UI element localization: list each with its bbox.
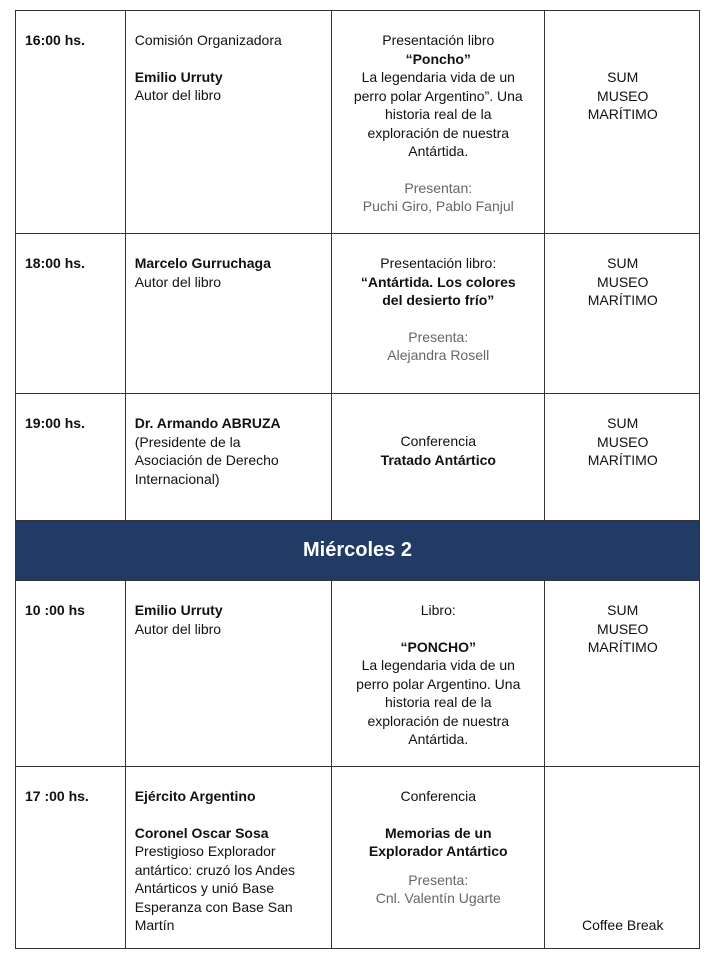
speaker-description-line: Martín	[134, 917, 175, 933]
venue-cell	[545, 767, 699, 948]
event-title: “PONCHO”	[400, 638, 476, 655]
event-cell	[332, 581, 545, 766]
venue-line: SUM	[607, 69, 639, 85]
venue-line: SUM	[607, 255, 639, 271]
event-description-line: exploración de nuestra	[367, 124, 510, 141]
event-title: “Antártida. Los colores	[360, 273, 516, 290]
time-label: 19:00 hs.	[25, 415, 85, 431]
event-title: “Poncho”	[405, 50, 471, 67]
speaker-name: Dr. Armando ABRUZA	[134, 415, 281, 431]
venue-line: SUM	[607, 602, 639, 618]
speaker-cell	[126, 581, 332, 766]
table-row	[15, 581, 700, 767]
time-label: 17 :00 hs.	[25, 788, 89, 804]
speaker-description-line: Asociación de Derecho	[134, 452, 279, 468]
speaker-cell	[126, 767, 332, 948]
event-type: Presentación libro	[382, 32, 495, 48]
venue-line: MUSEO	[597, 433, 649, 450]
speaker-description-line: Esperanza con Base San	[134, 898, 293, 915]
venue-line: MARÍTIMO	[587, 292, 658, 308]
event-cell	[332, 767, 545, 948]
event-description-line: La legendaria vida de un	[361, 69, 515, 85]
speaker-role: Autor del libro	[134, 87, 222, 103]
event-title: Memorias de un	[384, 824, 492, 841]
event-title: del desierto frío”	[382, 292, 495, 308]
time-cell	[16, 234, 126, 393]
venue-line: MUSEO	[597, 87, 649, 104]
event-description-line: perro polar Argentino”. Una	[353, 87, 523, 104]
venue-line: MUSEO	[597, 273, 649, 290]
event-cell	[332, 394, 545, 520]
venue-cell	[545, 581, 699, 766]
event-cell	[332, 11, 545, 233]
speaker-name: Emilio Urruty	[134, 602, 223, 618]
time-cell	[16, 11, 126, 233]
schedule-table	[15, 10, 700, 949]
presenter-label: Presentan:	[404, 179, 473, 196]
table-row	[15, 767, 700, 949]
time-label: 18:00 hs.	[25, 255, 85, 271]
speaker-cell	[126, 234, 332, 393]
event-type: Presentación libro:	[380, 255, 497, 271]
event-type: Libro:	[420, 602, 456, 618]
venue-line: MARÍTIMO	[587, 452, 658, 468]
presenter-names: Alejandra Rosell	[387, 347, 490, 363]
event-description-line: La legendaria vida de un	[361, 657, 515, 673]
table-row	[15, 234, 700, 394]
event-description-line: historia real de la	[384, 106, 492, 122]
event-description-line: Antártida.	[408, 731, 469, 747]
presenter-names: Puchi Giro, Pablo Fanjul	[362, 198, 514, 214]
event-description-line: Antártida.	[408, 143, 469, 159]
event-description-line: exploración de nuestra	[367, 712, 510, 729]
speaker-description-line: antártico: cruzó los Andes	[134, 861, 296, 878]
day-heading-band	[15, 521, 700, 581]
presenter-label: Presenta:	[408, 328, 469, 345]
event-title: Explorador Antártico	[368, 843, 508, 859]
speaker-cell	[126, 11, 332, 233]
venue-line: SUM	[607, 415, 639, 431]
time-label: 16:00 hs.	[25, 32, 85, 48]
table-row	[15, 10, 700, 234]
event-description-line: perro polar Argentino. Una	[356, 675, 521, 692]
venue-line: MARÍTIMO	[587, 106, 658, 122]
speaker-role: Autor del libro	[134, 273, 222, 290]
event-type: Conferencia	[400, 433, 477, 449]
event-cell	[332, 234, 545, 393]
speaker-name: Marcelo Gurruchaga	[134, 255, 271, 271]
speaker-description-line: Antárticos y unió Base	[134, 880, 274, 896]
event-type: Conferencia	[400, 788, 477, 804]
time-cell	[16, 581, 126, 766]
table-row	[15, 394, 700, 521]
venue-cell	[545, 11, 699, 233]
speaker-name: Emilio Urruty	[134, 68, 223, 85]
presenter-names: Cnl. Valentín Ugarte	[375, 890, 501, 906]
speaker-description-line: Prestigioso Explorador	[134, 843, 276, 859]
coffee-break-label: Coffee Break	[581, 916, 664, 933]
day-heading: Miércoles 2	[303, 539, 412, 561]
time-cell	[16, 394, 126, 520]
venue-line: MARÍTIMO	[587, 639, 658, 655]
speaker-description-line: (Presidente de la	[134, 433, 241, 450]
organizer-label: Comisión Organizadora	[134, 32, 282, 48]
time-cell	[16, 767, 126, 948]
speaker-role: Autor del libro	[134, 620, 222, 637]
event-description-line: historia real de la	[384, 694, 492, 710]
venue-cell	[545, 394, 699, 520]
event-title: Tratado Antártico	[380, 451, 496, 468]
venue-cell	[545, 234, 699, 393]
time-label: 10 :00 hs	[25, 602, 85, 618]
venue-line: MUSEO	[597, 620, 649, 637]
speaker-name: Coronel Oscar Sosa	[134, 824, 269, 841]
speaker-description-line: Internacional)	[134, 470, 220, 487]
speaker-cell	[126, 394, 332, 520]
presenter-label: Presenta:	[408, 871, 469, 888]
organization-label: Ejército Argentino	[134, 788, 256, 804]
